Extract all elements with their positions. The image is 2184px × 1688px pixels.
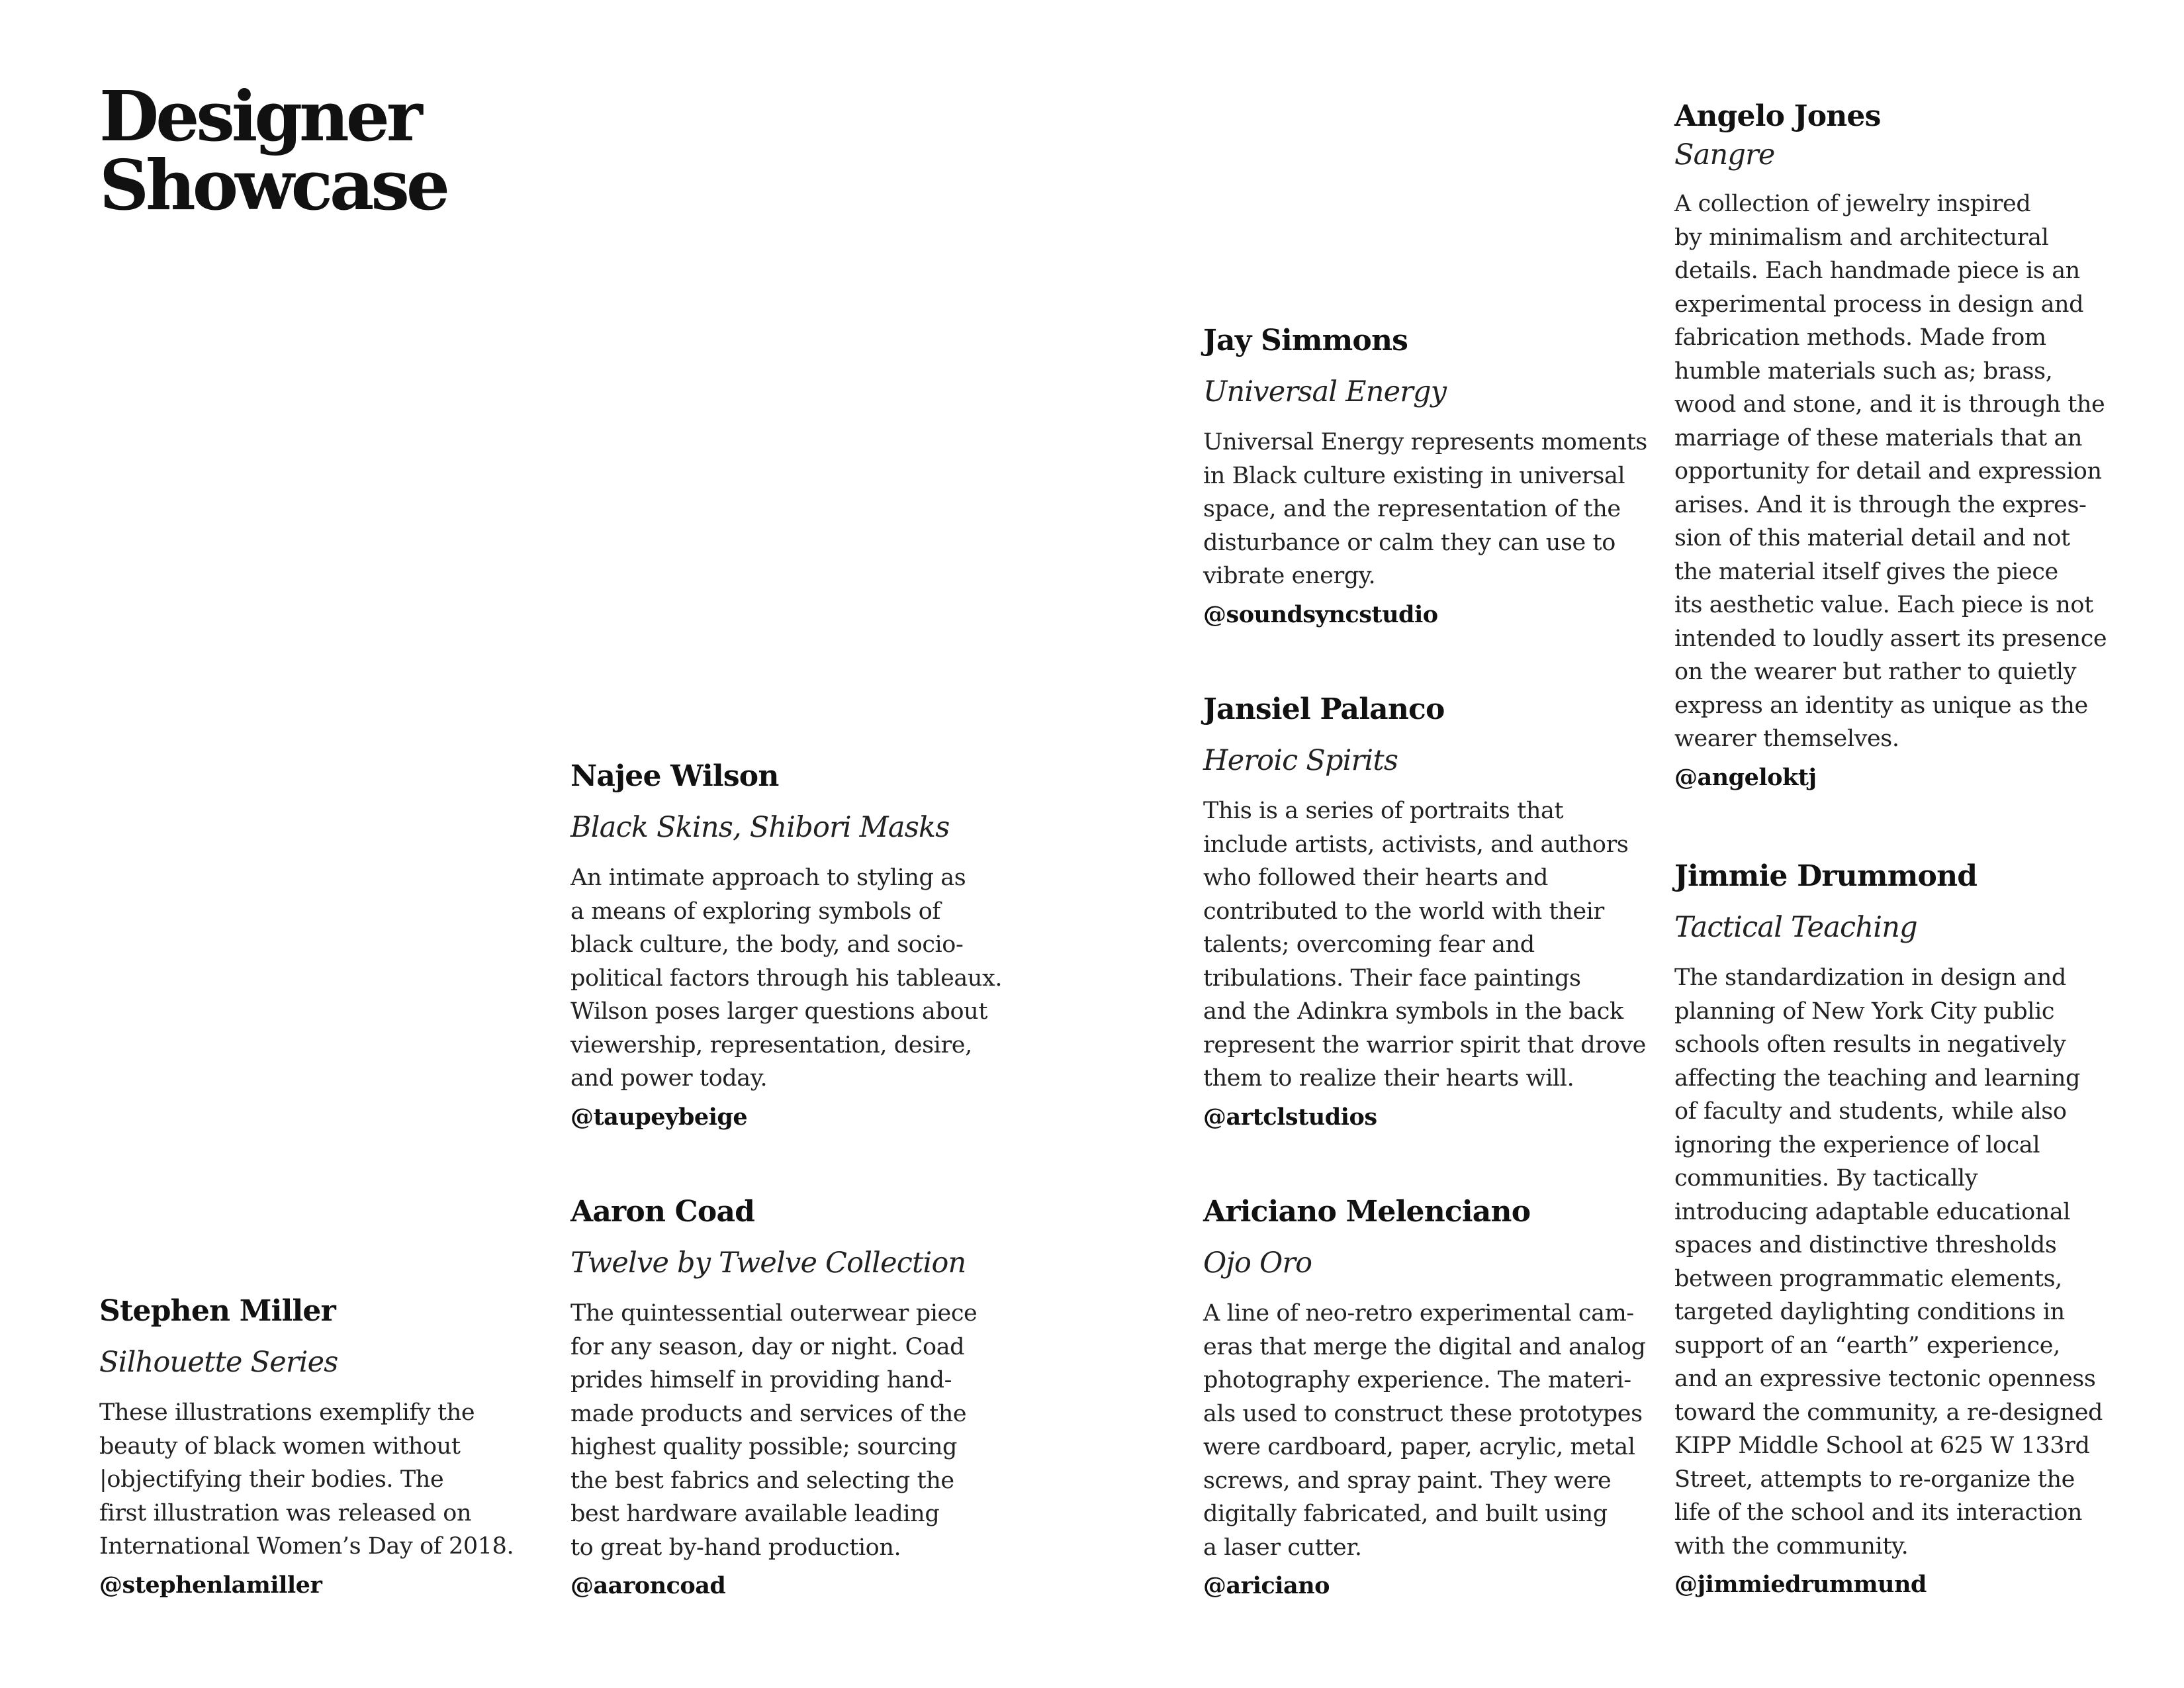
- description-line: opportunity for detail and expression: [1674, 458, 2102, 485]
- work-title: Tactical Teaching: [1674, 911, 1917, 944]
- description-line: made products and services of the: [570, 1400, 967, 1427]
- work-title: Ojo Oro: [1203, 1246, 1312, 1280]
- designer-name: Jimmie Drummond: [1674, 859, 1978, 893]
- description-line: highest quality possible; sourcing: [570, 1434, 957, 1460]
- work-title: Universal Energy: [1203, 375, 1447, 408]
- description-line: express an identity as unique as the: [1674, 692, 2088, 719]
- designer-description: [1674, 187, 2107, 756]
- social-handle: @jimmiedrummund: [1674, 1571, 1927, 1598]
- description-line: with the community.: [1674, 1532, 1909, 1560]
- description-line: schools often results in negatively: [1674, 1031, 2066, 1058]
- description-line: the material itself gives the piece: [1674, 558, 2058, 585]
- page-title-line-2: Showcase: [99, 144, 447, 226]
- social-handle: @angeloktj: [1674, 763, 1817, 791]
- work-title: Sangre: [1674, 138, 1775, 171]
- description-line: first illustration was released on: [99, 1499, 472, 1526]
- description-line: toward the community, a re-designed: [1674, 1399, 2103, 1426]
- designer-entry-aaron-coad: [570, 1196, 977, 1603]
- designer-description: [1203, 794, 1646, 1096]
- description-line: experimental process in design and: [1674, 291, 2084, 318]
- description-line: These illustrations exemplify the: [99, 1399, 475, 1426]
- description-line: spaces and distinctive thresholds: [1674, 1232, 2057, 1258]
- designer-entry-jimmie-drummond: [1674, 860, 2103, 1601]
- description-line: targeted daylighting conditions in: [1674, 1299, 2065, 1325]
- designer-entry-ariciano-melenciano: [1203, 1196, 1646, 1603]
- description-line: them to realize their hearts will.: [1203, 1065, 1574, 1092]
- description-line: best hardware available leading: [570, 1501, 940, 1527]
- work-title: Twelve by Twelve Collection: [570, 1246, 966, 1280]
- description-line: of faculty and students, while also: [1674, 1098, 2067, 1125]
- description-line: marriage of these materials that an: [1674, 424, 2083, 451]
- social-handle: @soundsyncstudio: [1203, 600, 1438, 628]
- designer-name: Jay Simmons: [1203, 324, 1408, 357]
- description-line: KIPP Middle School at 625 W 133rd: [1674, 1432, 2090, 1459]
- designer-name: Ariciano Melenciano: [1203, 1195, 1531, 1229]
- designer-name: Aaron Coad: [570, 1195, 755, 1229]
- work-title: Silhouette Series: [99, 1346, 338, 1379]
- description-line: intended to loudly assert its presence: [1674, 625, 2107, 652]
- social-handle: @taupeybeige: [570, 1103, 748, 1131]
- designer-description: [570, 1297, 977, 1564]
- social-handle: @ariciano: [1203, 1572, 1330, 1599]
- designer-entry-angelo-jones: [1674, 100, 2107, 794]
- description-line: planning of New York City public: [1674, 998, 2055, 1025]
- description-line: International Women’s Day of 2018.: [99, 1533, 514, 1560]
- description-line: screws, and spray paint. They were: [1203, 1467, 1612, 1494]
- description-line: The standardization in design and: [1674, 964, 2066, 991]
- description-line: talents; overcoming fear and: [1203, 931, 1535, 958]
- description-line: its aesthetic value. Each piece is not: [1674, 592, 2093, 618]
- description-line: ignoring the experience of local: [1674, 1131, 2040, 1158]
- description-line: and power today.: [570, 1065, 768, 1092]
- description-line: The quintessential outerwear piece: [570, 1300, 978, 1327]
- description-line: wearer themselves.: [1674, 726, 1899, 752]
- description-line: |objectifying their bodies. The: [99, 1466, 444, 1493]
- description-line: by minimalism and architectural: [1674, 224, 2049, 251]
- description-line: Wilson poses larger questions about: [570, 998, 987, 1025]
- description-line: Street, attempts to re-organize the: [1674, 1466, 2075, 1493]
- work-title: Black Skins, Shibori Masks: [570, 811, 950, 844]
- designer-name: Angelo Jones: [1674, 99, 1881, 133]
- designer-entry-jansiel-palanco: [1203, 693, 1646, 1134]
- description-line: space, and the representation of the: [1203, 496, 1621, 522]
- description-line: details. Each handmade piece is an: [1674, 258, 2080, 284]
- description-line: were cardboard, paper, acrylic, metal: [1203, 1434, 1635, 1460]
- description-line: disturbance or calm they can use to: [1203, 529, 1615, 556]
- page-title: [99, 75, 447, 226]
- social-handle: @stephenlamiller: [99, 1571, 322, 1599]
- description-line: for any season, day or night. Coad: [570, 1333, 965, 1360]
- description-line: who followed their hearts and: [1203, 865, 1548, 891]
- description-line: between programmatic elements,: [1674, 1265, 2062, 1292]
- description-line: An intimate approach to styling as: [570, 865, 966, 891]
- designer-entry-najee-wilson: [570, 760, 1002, 1134]
- description-line: on the wearer but rather to quietly: [1674, 659, 2077, 685]
- description-line: vibrate energy.: [1203, 563, 1376, 589]
- description-line: include artists, activists, and authors: [1203, 831, 1629, 858]
- designer-description: [1674, 961, 2103, 1563]
- description-line: digitally fabricated, and built using: [1203, 1501, 1608, 1527]
- description-line: This is a series of portraits that: [1203, 798, 1564, 824]
- designer-entry-stephen-miller: [99, 1295, 514, 1602]
- description-line: a laser cutter.: [1203, 1534, 1362, 1561]
- description-line: A collection of jewelry inspired: [1674, 191, 2031, 217]
- description-line: contributed to the world with their: [1203, 898, 1604, 925]
- work-title: Heroic Spirits: [1203, 744, 1398, 777]
- description-line: humble materials such as; brass,: [1674, 357, 2053, 385]
- description-line: affecting the teaching and learning: [1674, 1064, 2081, 1092]
- description-line: wood and stone, and it is through the: [1674, 391, 2105, 418]
- description-line: and an expressive tectonic openness: [1674, 1366, 2096, 1392]
- description-line: the best fabrics and selecting the: [570, 1467, 954, 1494]
- description-line: represent the warrior spirit that drove: [1203, 1031, 1646, 1058]
- description-line: communities. By tactically: [1674, 1165, 1978, 1192]
- description-line: als used to construct these prototypes: [1203, 1400, 1643, 1427]
- description-line: support of an “earth” experience,: [1674, 1332, 2060, 1359]
- designer-name: Najee Wilson: [570, 759, 779, 793]
- designer-description: [1203, 426, 1647, 593]
- description-line: in Black culture existing in universal: [1203, 462, 1625, 489]
- description-line: black culture, the body, and socio-: [570, 931, 964, 958]
- description-line: tribulations. Their face paintings: [1203, 964, 1581, 992]
- description-line: a means of exploring symbols of: [570, 898, 940, 925]
- designer-entry-jay-simmons: [1203, 324, 1647, 632]
- page-title-line-1: Designer: [99, 75, 420, 157]
- description-line: fabrication methods. Made from: [1674, 324, 2046, 351]
- designer-description: [570, 861, 1002, 1096]
- designer-name: Jansiel Palanco: [1203, 692, 1445, 726]
- description-line: sion of this material detail and not: [1674, 525, 2070, 551]
- description-line: life of the school and its interaction: [1674, 1499, 2083, 1526]
- description-line: Universal Energy represents moments: [1203, 429, 1647, 455]
- description-line: viewership, representation, desire,: [570, 1031, 972, 1058]
- description-line: political factors through his tableaux.: [570, 964, 1003, 992]
- description-line: and the Adinkra symbols in the back: [1203, 998, 1623, 1025]
- designer-description: [1203, 1297, 1646, 1564]
- description-line: introducing adaptable educational: [1674, 1198, 2071, 1225]
- description-line: to great by-hand production.: [570, 1534, 901, 1561]
- description-line: eras that merge the digital and analog: [1203, 1333, 1646, 1360]
- social-handle: @aaroncoad: [570, 1572, 726, 1599]
- description-line: photography experience. The materi-: [1203, 1367, 1631, 1393]
- social-handle: @artclstudios: [1203, 1103, 1377, 1131]
- designer-description: [99, 1396, 514, 1564]
- description-line: beauty of black women without: [99, 1432, 461, 1460]
- description-line: arises. And it is through the expres-: [1674, 491, 2087, 518]
- description-line: prides himself in providing hand-: [570, 1367, 952, 1393]
- designer-name: Stephen Miller: [99, 1294, 336, 1328]
- description-line: A line of neo-retro experimental cam-: [1203, 1300, 1634, 1327]
